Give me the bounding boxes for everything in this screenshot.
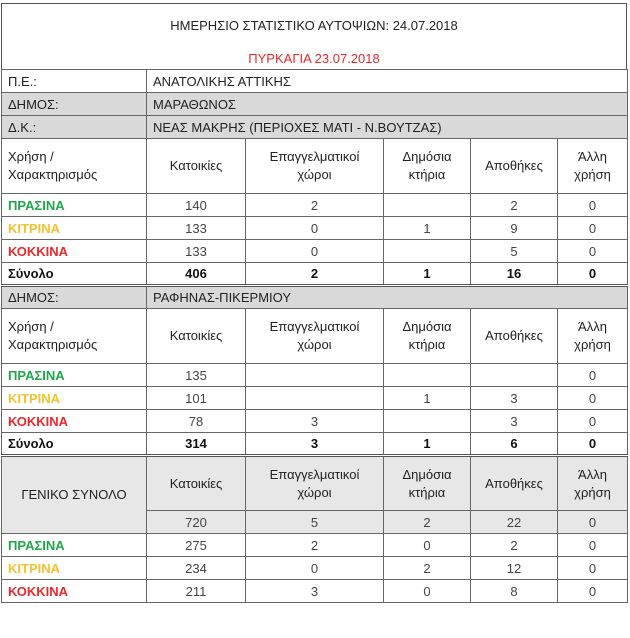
municipality-row — [2, 286, 628, 309]
status-green-label: ΠΡΑΣΙΝΑ — [2, 364, 147, 387]
cell: 3 — [471, 410, 558, 433]
cell: 0 — [558, 580, 628, 603]
column-header-residences: Κατοικίες — [147, 309, 246, 364]
cell: 133 — [147, 240, 246, 263]
district-label: Δ.Κ.: — [2, 116, 147, 139]
cell: 0 — [246, 217, 384, 240]
cell: 2 — [384, 511, 471, 534]
column-header-residences: Κατοικίες — [147, 139, 246, 194]
cell: 234 — [147, 557, 246, 580]
cell: 3 — [471, 387, 558, 410]
grand-total-header-row — [2, 456, 628, 511]
cell: 101 — [147, 387, 246, 410]
report-title: ΗΜΕΡΗΣΙΟ ΣΤΑΤΙΣΤΙΚΟ ΑΥΤΟΨΙΩΝ: 24.07.2018 — [170, 18, 458, 33]
status-green-label: ΠΡΑΣΙΝΑ — [2, 534, 147, 557]
cell: 0 — [558, 387, 628, 410]
cell — [471, 364, 558, 387]
status-green-label: ΠΡΑΣΙΝΑ — [2, 194, 147, 217]
cell: 2 — [471, 534, 558, 557]
column-header-row — [2, 139, 628, 194]
municipality-name: ΡΑΦΗΝΑΣ-ΠΙΚΕΡΜΙΟΥ — [147, 286, 628, 309]
cell: 2 — [471, 194, 558, 217]
cell: 0 — [558, 511, 628, 534]
column-header-warehouses: Αποθήκες — [471, 456, 558, 511]
cell: 0 — [246, 240, 384, 263]
cell: 0 — [558, 240, 628, 263]
cell: 0 — [246, 557, 384, 580]
column-header-usage: Χρήση / Χαρακτηρισμός — [2, 309, 147, 364]
municipality-label: ΔΗΜΟΣ: — [2, 93, 147, 116]
district-name: ΝΕΑΣ ΜΑΚΡΗΣ (ΠΕΡΙΟΧΕΣ ΜΑΤΙ - Ν.ΒΟΥΤΖΑΣ) — [147, 116, 628, 139]
cell: 140 — [147, 194, 246, 217]
total-row — [2, 433, 628, 456]
cell: 3 — [246, 580, 384, 603]
report — [1, 3, 627, 603]
cell: 3 — [246, 433, 384, 456]
total-label: Σύνολο — [2, 263, 147, 286]
status-red-label: ΚΟΚΚΙΝΑ — [2, 580, 147, 603]
cell: 6 — [471, 433, 558, 456]
table-row — [2, 194, 628, 217]
cell: 16 — [471, 263, 558, 286]
cell: 0 — [558, 194, 628, 217]
cell: 0 — [558, 534, 628, 557]
status-yellow-label: ΚΙΤΡΙΝΑ — [2, 217, 147, 240]
municipality-row — [2, 93, 628, 116]
report-subtitle: ΠΥΡΚΑΓΙΑ 23.07.2018 — [248, 51, 380, 66]
cell: 3 — [246, 410, 384, 433]
status-red-label: ΚΟΚΚΙΝΑ — [2, 410, 147, 433]
status-red-label: ΚΟΚΚΙΝΑ — [2, 240, 147, 263]
cell: 2 — [246, 263, 384, 286]
column-header-warehouses: Αποθήκες — [471, 139, 558, 194]
report-title-box — [1, 3, 627, 69]
status-yellow-label: ΚΙΤΡΙΝΑ — [2, 387, 147, 410]
column-header-other: Άλλη χρήση — [558, 139, 628, 194]
cell: 0 — [384, 580, 471, 603]
cell: 133 — [147, 217, 246, 240]
column-header-commercial: Επαγγελματικοί χώροι — [246, 139, 384, 194]
column-header-residences: Κατοικίες — [147, 456, 246, 511]
cell: 1 — [384, 433, 471, 456]
region-label: Π.Ε.: — [2, 70, 147, 93]
column-header-public: Δημόσια κτήρια — [384, 456, 471, 511]
cell: 406 — [147, 263, 246, 286]
table-row — [2, 580, 628, 603]
cell: 2 — [384, 557, 471, 580]
cell: 1 — [384, 387, 471, 410]
column-header-row — [2, 309, 628, 364]
cell: 0 — [558, 410, 628, 433]
cell — [246, 364, 384, 387]
column-header-public: Δημόσια κτήρια — [384, 309, 471, 364]
column-header-public: Δημόσια κτήρια — [384, 139, 471, 194]
grand-total-label: ΓΕΝΙΚΟ ΣΥΝΟΛΟ — [2, 456, 147, 534]
cell: 78 — [147, 410, 246, 433]
status-yellow-label: ΚΙΤΡΙΝΑ — [2, 557, 147, 580]
cell: 22 — [471, 511, 558, 534]
cell — [384, 364, 471, 387]
municipality-name: ΜΑΡΑΘΩΝΟΣ — [147, 93, 628, 116]
cell — [384, 194, 471, 217]
column-header-commercial: Επαγγελματικοί χώροι — [246, 309, 384, 364]
statistics-table — [1, 69, 628, 603]
total-row — [2, 263, 628, 286]
table-row — [2, 240, 628, 263]
cell: 0 — [558, 364, 628, 387]
column-header-warehouses: Αποθήκες — [471, 309, 558, 364]
cell: 5 — [246, 511, 384, 534]
municipality-label: ΔΗΜΟΣ: — [2, 286, 147, 309]
column-header-other: Άλλη χρήση — [558, 309, 628, 364]
column-header-usage: Χρήση / Χαρακτηρισμός — [2, 139, 147, 194]
district-row — [2, 116, 628, 139]
table-row — [2, 217, 628, 240]
cell: 0 — [558, 557, 628, 580]
cell: 314 — [147, 433, 246, 456]
total-label: Σύνολο — [2, 433, 147, 456]
column-header-other: Άλλη χρήση — [558, 456, 628, 511]
cell: 8 — [471, 580, 558, 603]
cell: 0 — [558, 217, 628, 240]
cell: 720 — [147, 511, 246, 534]
table-row — [2, 364, 628, 387]
table-row — [2, 534, 628, 557]
cell: 2 — [246, 194, 384, 217]
cell: 1 — [384, 263, 471, 286]
cell: 1 — [384, 217, 471, 240]
cell: 211 — [147, 580, 246, 603]
column-header-commercial: Επαγγελματικοί χώροι — [246, 456, 384, 511]
cell: 12 — [471, 557, 558, 580]
cell — [384, 410, 471, 433]
cell: 9 — [471, 217, 558, 240]
region-row — [2, 70, 628, 93]
table-row — [2, 387, 628, 410]
cell: 0 — [558, 263, 628, 286]
cell: 5 — [471, 240, 558, 263]
cell: 2 — [246, 534, 384, 557]
cell — [384, 240, 471, 263]
region-value: ΑΝΑΤΟΛΙΚΗΣ ΑΤΤΙΚΗΣ — [147, 70, 628, 93]
cell — [246, 387, 384, 410]
cell: 0 — [384, 534, 471, 557]
cell: 275 — [147, 534, 246, 557]
cell: 0 — [558, 433, 628, 456]
table-row — [2, 410, 628, 433]
table-row — [2, 557, 628, 580]
cell: 135 — [147, 364, 246, 387]
